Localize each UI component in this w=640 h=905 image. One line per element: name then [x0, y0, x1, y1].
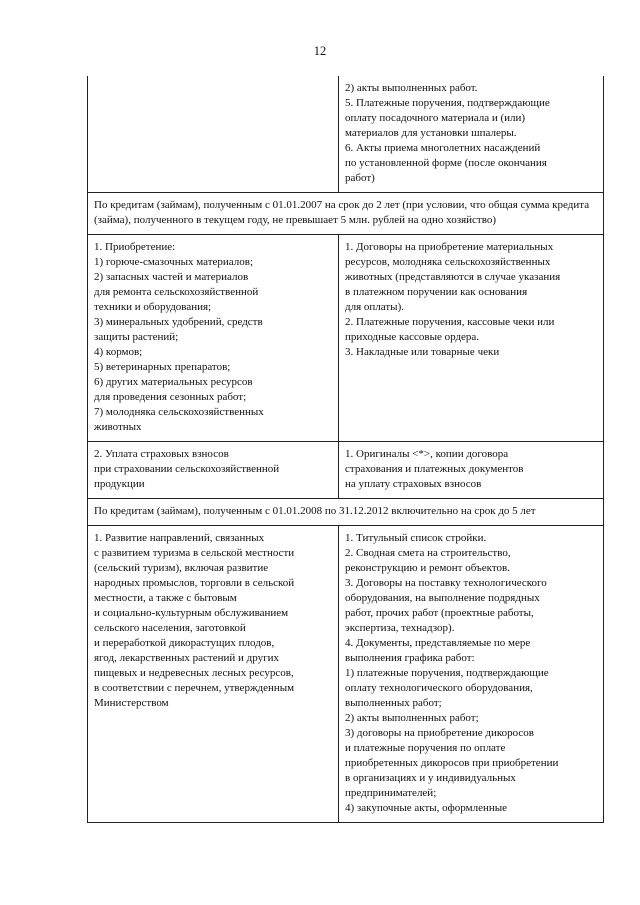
purpose-line: 2) запасных частей и материалов	[94, 271, 249, 283]
purpose-line: 5) ветеринарных препаратов;	[94, 361, 231, 373]
purpose-line: и переработкой дикорастущих плодов,	[94, 637, 275, 649]
document-line: приходные кассовые ордера.	[345, 331, 480, 343]
document-line: в организациях и у индивидуальных	[345, 772, 516, 784]
document-line: 1) платежные поручения, подтверждающие	[345, 667, 549, 679]
document-line: по установленной форме (после окончания	[345, 157, 547, 169]
document-line: 2. Платежные поручения, кассовые чеки или	[345, 316, 555, 328]
section-header-text: По кредитам (займам), полученным с 01.01.2008 по 31.12.2012 включительно на срок до 5 лет	[94, 505, 536, 517]
purpose-line: местности, а также с бытовым	[94, 592, 237, 604]
documents-cell	[339, 235, 604, 442]
purpose-cell	[88, 526, 339, 823]
documents-cell	[339, 526, 604, 823]
document-line: 1. Договоры на приобретение материальных	[345, 241, 554, 253]
document-line: 3. Накладные или товарные чеки	[345, 346, 500, 358]
document-line: 1. Титульный список стройки.	[345, 532, 487, 544]
document-line: выполненных работ;	[345, 697, 442, 709]
purpose-cell	[88, 442, 339, 499]
purpose-line: народных промыслов, торговли в сельской	[94, 577, 295, 589]
table-row	[88, 76, 604, 193]
document-line: 2) акты выполненных работ.	[345, 82, 478, 94]
document-line: выполнения графика работ:	[345, 652, 475, 664]
purpose-line: при страховании сельскохозяйственной	[94, 463, 280, 475]
purpose-line: с развитием туризма в сельской местности	[94, 547, 295, 559]
document-line: материалов для установки шпалеры.	[345, 127, 517, 139]
section-header-cell	[88, 193, 604, 235]
table-row	[88, 526, 604, 823]
document-line: оплату технологического оборудования,	[345, 682, 533, 694]
purpose-cell	[88, 235, 339, 442]
purpose-line: 1) горюче-смазочных материалов;	[94, 256, 254, 268]
document-line: 6. Акты приема многолетних насаждений	[345, 142, 541, 154]
document-line: страхования и платежных документов	[345, 463, 524, 475]
purpose-line: 3) минеральных удобрений, средств	[94, 316, 263, 328]
section-header-text: По кредитам (займам), полученным с 01.01.2007 на срок до 2 лет (при условии, что общая сумма кредита (займа), полученного в текущем году, не превышает 5 млн. рублей на одно хозяйство)	[94, 199, 590, 226]
table-row	[88, 235, 604, 442]
purpose-line: (сельский туризм), включая развитие	[94, 562, 269, 574]
purpose-line: 1. Развитие направлений, связанных	[94, 532, 265, 544]
purpose-line: для ремонта сельскохозяйственной	[94, 286, 259, 298]
document-line: предпринимателей;	[345, 787, 437, 799]
documents-cell	[339, 442, 604, 499]
purpose-line: 6) других материальных ресурсов	[94, 376, 253, 388]
document-line: 3. Договоры на поставку технологического	[345, 577, 547, 589]
purpose-line: продукции	[94, 478, 145, 490]
document-line: в платежном поручении как основания	[345, 286, 528, 298]
purpose-cell	[88, 76, 339, 193]
document-line: на уплату страховых взносов	[345, 478, 482, 490]
page-number: 12	[313, 44, 327, 58]
purpose-line: ягод, лекарственных растений и других	[94, 652, 279, 664]
document-line: работ)	[345, 172, 375, 184]
document-line: 4) закупочные акты, оформленные	[345, 802, 507, 814]
purpose-line: 1. Приобретение:	[94, 241, 176, 253]
purpose-line: пищевых и недревесных лесных ресурсов,	[94, 667, 294, 679]
purpose-line: для проведения сезонных работ;	[94, 391, 247, 403]
purpose-line: Министерством	[94, 697, 169, 709]
purpose-line: сельского населения, заготовкой	[94, 622, 246, 634]
purpose-line: 2. Уплата страховых взносов	[94, 448, 229, 460]
section-header-cell	[88, 499, 604, 526]
table-body	[88, 76, 604, 823]
table-row	[88, 499, 604, 526]
document-line: 1. Оригиналы <*>, копии договора	[345, 448, 509, 460]
purpose-line: 4) кормов;	[94, 346, 143, 358]
document-line: приобретенных дикоросов при приобретении	[345, 757, 559, 769]
document-line: оплату посадочного материала и (или)	[345, 112, 526, 124]
purpose-line: и социально-культурным обслуживанием	[94, 607, 289, 619]
purpose-line: в соответствии с перечнем, утвержденным	[94, 682, 295, 694]
document-line: ресурсов, молодняка сельскохозяйственных	[345, 256, 551, 268]
document-line: 2) акты выполненных работ;	[345, 712, 479, 724]
document-line: для оплаты).	[345, 301, 404, 313]
document-line: 2. Сводная смета на строительство,	[345, 547, 511, 559]
purpose-line: защиты растений;	[94, 331, 179, 343]
document-line: 3) договоры на приобретение дикоросов	[345, 727, 534, 739]
document-line: животных (представляются в случае указания	[345, 271, 561, 283]
purpose-line: животных	[94, 421, 142, 433]
requirements-table	[87, 76, 604, 823]
documents-cell	[339, 76, 604, 193]
document-line: 4. Документы, представляемые по мере	[345, 637, 531, 649]
document-line: работ, прочих работ (проектные работы,	[345, 607, 534, 619]
document-line: оборудования, на выполнение подрядных	[345, 592, 540, 604]
table-row	[88, 442, 604, 499]
document-line: и платежные поручения по оплате	[345, 742, 506, 754]
table-row	[88, 193, 604, 235]
document-line: 5. Платежные поручения, подтверждающие	[345, 97, 550, 109]
purpose-line: техники и оборудования;	[94, 301, 212, 313]
document-line: экспертиза, технадзор).	[345, 622, 455, 634]
purpose-line: 7) молодняка сельскохозяйственных	[94, 406, 264, 418]
document-line: реконструкцию и ремонт объектов.	[345, 562, 510, 574]
